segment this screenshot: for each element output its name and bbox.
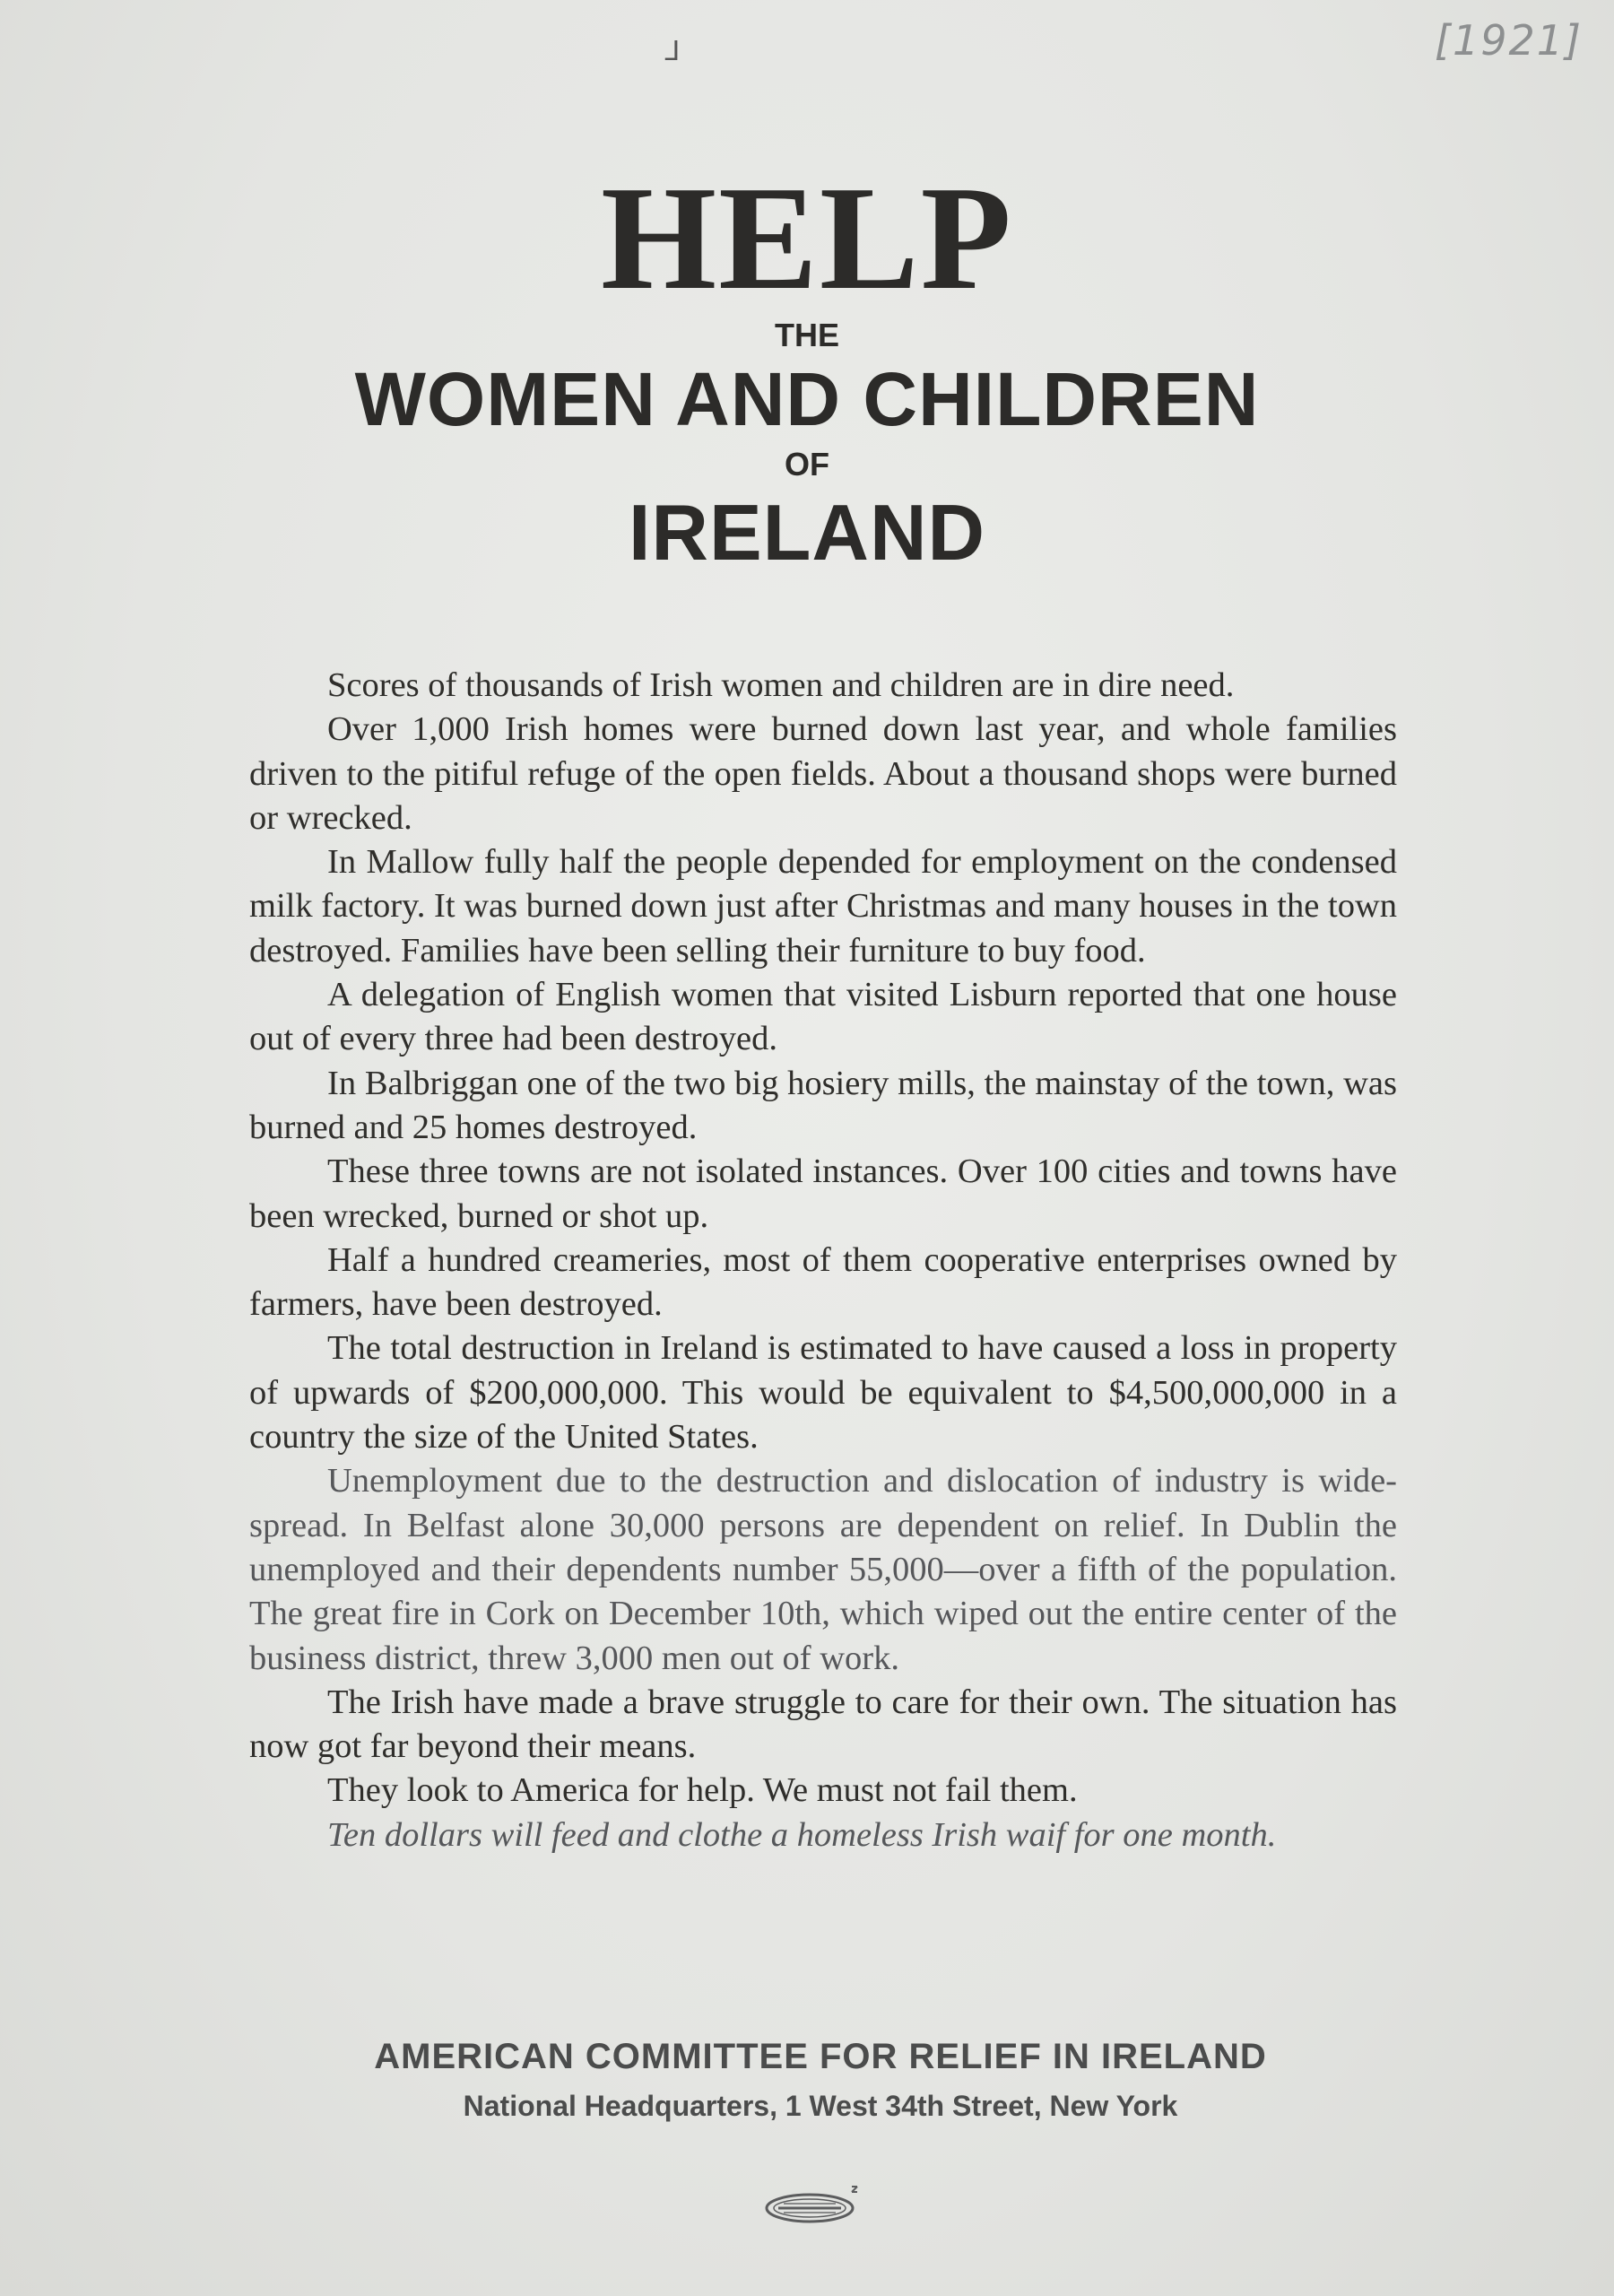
paragraph-lisburn: A delegation of English women that visited Lisburn reported that one house out of every three had been destroyed. xyxy=(249,976,1397,1058)
committee-name: AMERICAN COMMITTEE FOR RELIEF IN IRELAND xyxy=(374,2037,1267,2076)
paragraph-unemployment: Unemployment due to the destruction and dislocation of industry is wide-spread. In Belfast alone 30,000 persons are dependent on relief. In Dublin the unemployed and their dependents number 55,000—over a fifth of the population. The great fire in Cork on December 10th, which wiped out the entire center of the business district, threw 3,000 men out of work. xyxy=(249,1462,1397,1677)
paragraph-balbriggan: In Balbriggan one of the two big hosiery mills, the mainstay of the town, was burned and 25 homes destroyed. xyxy=(249,1064,1397,1146)
printer-mark: ᒧ xyxy=(664,37,681,66)
headline-of: OF xyxy=(785,446,829,483)
headquarters-address: National Headquarters, 1 West 34th Street, New York xyxy=(463,2090,1178,2122)
paragraph-total-destruction: The total destruction in Ireland is estimated to have caused a loss in property of upwards of $200,000,000. This would be equivalent to $4,500,000,000 in a country the size of the United States. xyxy=(249,1329,1397,1457)
headline-the: THE xyxy=(775,317,839,353)
paragraph-not-isolated: These three towns are not isolated instances. Over 100 cities and towns have been wrecked, burned or shot up. xyxy=(249,1152,1397,1235)
headline-help: HELP xyxy=(601,155,1013,320)
signature-block xyxy=(0,2034,1614,2126)
paragraph-homes-burned: Over 1,000 Irish homes were burned down last year, and whole families driven to the pitiful refuge of the open fields. About a thousand shops were burned or wrecked. xyxy=(249,710,1397,837)
masthead xyxy=(0,155,1614,579)
paragraph-mallow: In Mallow fully half the people depended for employment on the condensed milk factory. It was burned down just after Christmas and many houses in the town destroyed. Families have been selling their furniture to buy food. xyxy=(249,843,1397,970)
appeal-body xyxy=(249,664,1397,1857)
union-label-icon xyxy=(762,2181,861,2231)
archive-date-note: [1921] xyxy=(1435,16,1583,65)
headline-ireland: IRELAND xyxy=(628,488,986,577)
paragraph-brave-struggle: The Irish have made a brave struggle to care for their own. The situation has now got far beyond their means. xyxy=(249,1683,1397,1766)
paragraph-creameries: Half a hundred creameries, most of them cooperative enterprises owned by farmers, have been destroyed. xyxy=(249,1240,1397,1324)
paragraph-dire-need: Scores of thousands of Irish women and children are in dire need. xyxy=(327,666,1235,704)
headline-women-and-children: WOMEN AND CHILDREN xyxy=(354,357,1260,441)
paragraph-ten-dollars: Ten dollars will feed and clothe a homeless Irish waif for one month. xyxy=(327,1815,1277,1854)
paragraph-look-to-america: They look to America for help. We must not fail them. xyxy=(327,1771,1078,1810)
